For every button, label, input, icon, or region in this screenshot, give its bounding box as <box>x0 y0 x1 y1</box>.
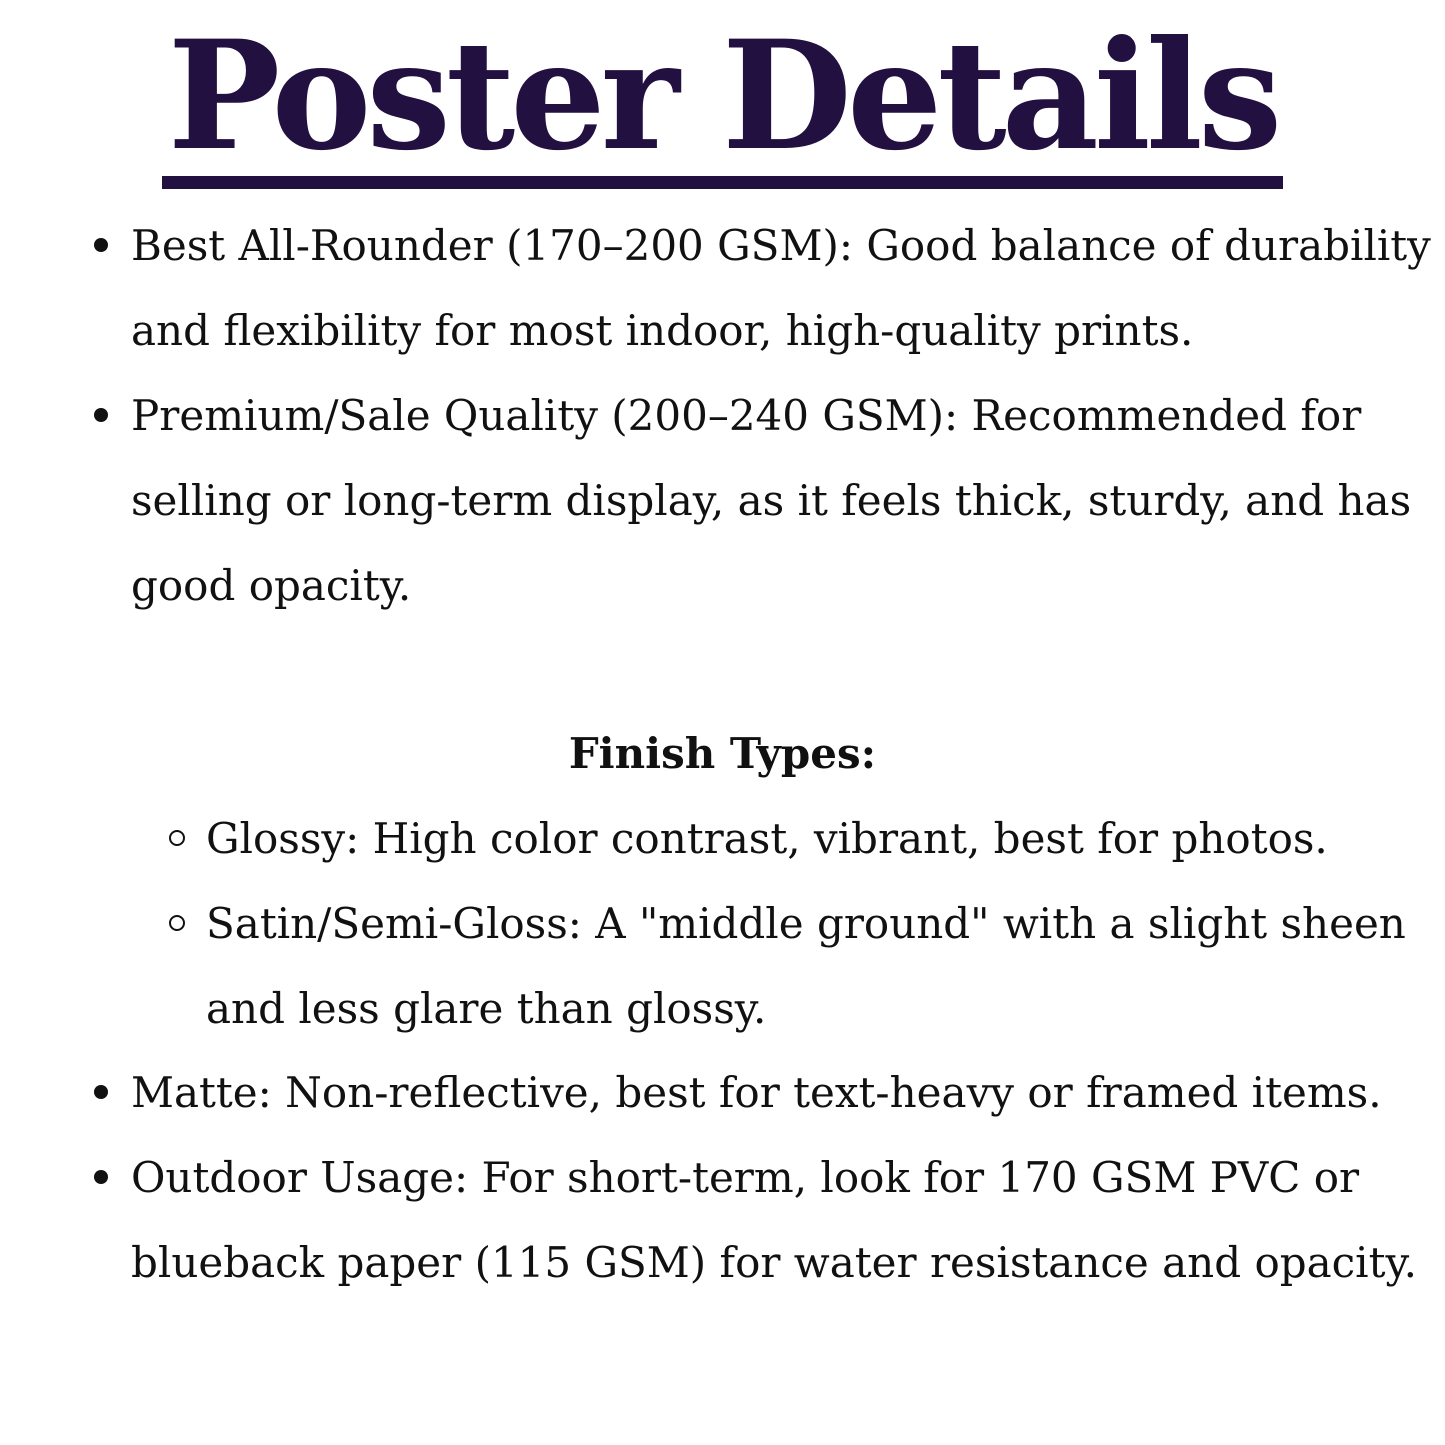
list-item-line: Matte: Non-reflective, best for text-heavy or framed items. <box>131 1068 1382 1117</box>
list-item-line: blueback paper (115 GSM) for water resistance and opacity. <box>131 1238 1417 1287</box>
bullet-dot <box>94 1170 108 1184</box>
title-wrap <box>0 8 1445 189</box>
page-title: Poster Details <box>162 16 1284 189</box>
bullet-circle <box>169 830 185 846</box>
list-item-line: Best All-Rounder (170–200 GSM): Good balance of durability <box>131 221 1431 270</box>
bullet-circle <box>169 915 185 931</box>
sub-list-item-line: Glossy: High color contrast, vibrant, best for photos. <box>206 814 1328 863</box>
sub-list-item-satin <box>206 881 1406 1051</box>
finish-types-heading: Finish Types: <box>568 729 877 778</box>
bullet-dot <box>94 238 108 252</box>
list-item-line: and flexibility for most indoor, high-quality prints. <box>131 306 1194 355</box>
sub-list-item-line: and less glare than glossy. <box>206 984 767 1033</box>
list-item-outdoor-usage <box>131 1135 1417 1305</box>
list-item-line: selling or long-term display, as it feels thick, sturdy, and has <box>131 476 1412 525</box>
bullet-dot <box>94 1085 108 1099</box>
list-item-line: Premium/Sale Quality (200–240 GSM): Recommended for <box>131 391 1362 440</box>
list-item-premium-sale-quality <box>131 373 1412 628</box>
sub-list-item-glossy <box>206 796 1386 881</box>
sub-list-item-line: Satin/Semi-Gloss: A "middle ground" with a slight sheen <box>206 899 1406 948</box>
bullet-dot <box>94 408 108 422</box>
list-item-best-all-rounder <box>131 203 1431 373</box>
list-item-line: Outdoor Usage: For short-term, look for 170 GSM PVC or <box>131 1153 1360 1202</box>
list-item-matte <box>131 1050 1382 1135</box>
list-item-line: good opacity. <box>131 561 412 610</box>
